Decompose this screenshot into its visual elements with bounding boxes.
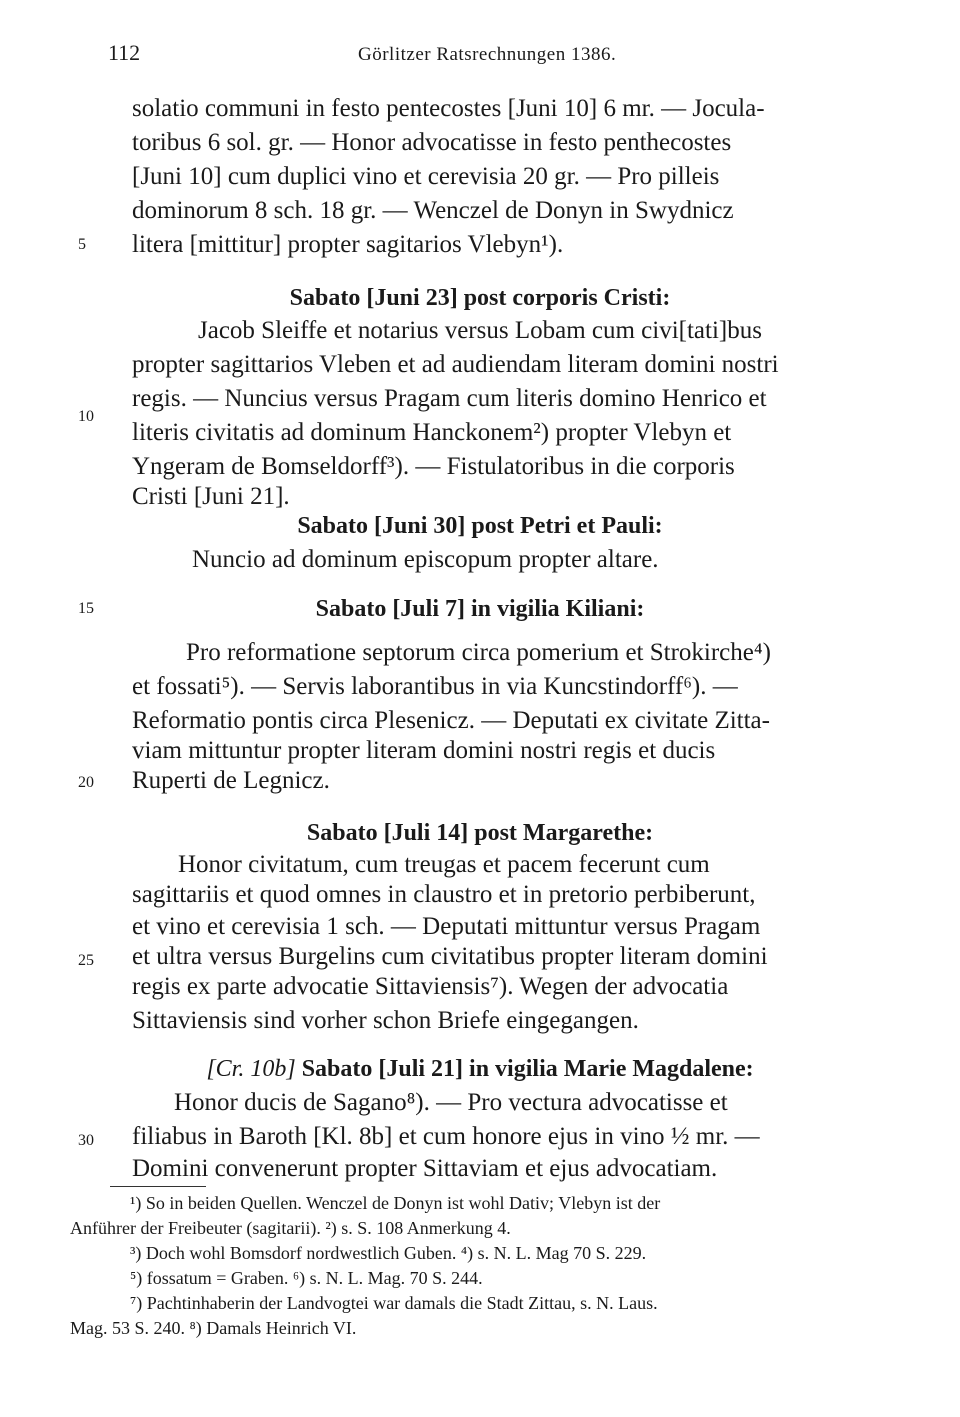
text-line: Yngeram de Bomseldorff³). — Fistulatoribus in die corporis <box>132 453 735 480</box>
line-number: 30 <box>78 1132 94 1149</box>
text-line: Nuncio ad dominum episcopum propter altare. <box>192 546 659 573</box>
text-line: propter sagittarios Vleben et ad audiendam literam domini nostri <box>132 351 779 378</box>
text-line: Honor ducis de Sagano⁸). — Pro vectura advocatisse et <box>174 1089 728 1116</box>
section-heading: Sabato [Juli 14] post Margarethe: <box>306 820 654 846</box>
section-heading: Sabato [Juli 7] in vigilia Kiliani: <box>315 596 645 622</box>
text-line: literis civitatis ad dominum Hanckonem²) propter Vlebyn et <box>132 419 732 446</box>
text-line: viam mittuntur propter literam domini nostri regis et ducis <box>132 737 716 764</box>
section-heading: Sabato [Juni 23] post corporis Cristi: <box>289 285 671 311</box>
text-line: filiabus in Baroth [Kl. 8b] et cum honore ejus in vino ½ mr. — <box>132 1123 760 1150</box>
page-number: 112 <box>108 40 141 65</box>
text-line: solatio communi in festo pentecostes [Juni 10] 6 mr. — Jocula- <box>132 95 765 122</box>
line-number: 25 <box>78 952 94 969</box>
text-line: Cristi [Juni 21]. <box>132 483 290 510</box>
text-line: regis. — Nuncius versus Pragam cum literis domino Henrico et <box>132 385 767 412</box>
text-line: [Juni 10] cum duplici vino et cerevisia 20 gr. — Pro pilleis <box>132 163 720 190</box>
text-line: Honor civitatum, cum treugas et pacem fecerunt cum <box>178 851 710 878</box>
line-number: 10 <box>78 408 94 425</box>
footnote-line: Anführer der Freibeuter (sagitarii). ²) s. S. 108 Anmerkung 4. <box>70 1218 511 1238</box>
text-line: sagittariis et quod omnes in claustro et in pretorio perbiberunt, <box>132 881 756 908</box>
text-line: et vino et cerevisia 1 sch. — Deputati mittuntur versus Pragam <box>132 913 761 940</box>
text-line: toribus 6 sol. gr. — Honor advocatisse in festo penthecostes <box>132 129 732 156</box>
footnote-line: ⁷) Pachtinhaberin der Landvogtei war damals die Stadt Zittau, s. N. Laus. <box>130 1293 658 1313</box>
page-header <box>108 40 868 70</box>
text-line: Sittaviensis sind vorher schon Briefe eingegangen. <box>132 1007 639 1034</box>
text-line: Jacob Sleiffe et notarius versus Lobam cum civi[tati]bus <box>198 317 762 344</box>
text-line: Domini convenerunt propter Sittaviam et ejus advocatiam. <box>132 1155 718 1182</box>
section-heading <box>0 1054 960 1084</box>
line-number: 5 <box>78 236 86 253</box>
footnote-line: Mag. 53 S. 240. ⁸) Damals Heinrich VI. <box>70 1318 357 1338</box>
footnote-line: ¹) So in beiden Quellen. Wenczel de Donyn ist wohl Dativ; Vlebyn ist der <box>130 1193 661 1213</box>
line-number: 15 <box>78 600 94 617</box>
folio-note: [Cr. 10b] <box>206 1056 296 1082</box>
line-number: 20 <box>78 774 94 791</box>
text-line: et ultra versus Burgelins cum civitatibus propter literam domini <box>132 943 768 970</box>
footnote-rule <box>110 1186 206 1187</box>
text-line: et fossati⁵). — Servis laborantibus in via Kuncstindorff⁶). — <box>132 673 738 700</box>
text-line: dominorum 8 sch. 18 gr. — Wenczel de Donyn in Swydnicz <box>132 197 734 224</box>
text-line: litera [mittitur] propter sagitarios Vlebyn¹). <box>132 231 564 258</box>
text-line: Reformatio pontis circa Plesenicz. — Deputati ex civitate Zitta- <box>132 707 770 734</box>
footnote-line: ⁵) fossatum = Graben. ⁶) s. N. L. Mag. 70 S. 244. <box>130 1268 483 1288</box>
text-line: Ruperti de Legnicz. <box>132 767 330 794</box>
text-line: Pro reformatione septorum circa pomerium et Strokirche⁴) <box>186 639 771 666</box>
footnote-line: ³) Doch wohl Bomsdorf nordwestlich Guben. ⁴) s. N. L. Mag 70 S. 229. <box>130 1243 647 1263</box>
section-heading-text: Sabato [Juli 21] in vigilia Marie Magdalene: <box>301 1056 754 1082</box>
running-title: Görlitzer Ratsrechnungen 1386. <box>358 44 617 65</box>
text-line: regis ex parte advocatie Sittaviensis⁷). Wegen der advocatia <box>132 973 729 1000</box>
section-heading: Sabato [Juni 30] post Petri et Pauli: <box>297 513 663 539</box>
